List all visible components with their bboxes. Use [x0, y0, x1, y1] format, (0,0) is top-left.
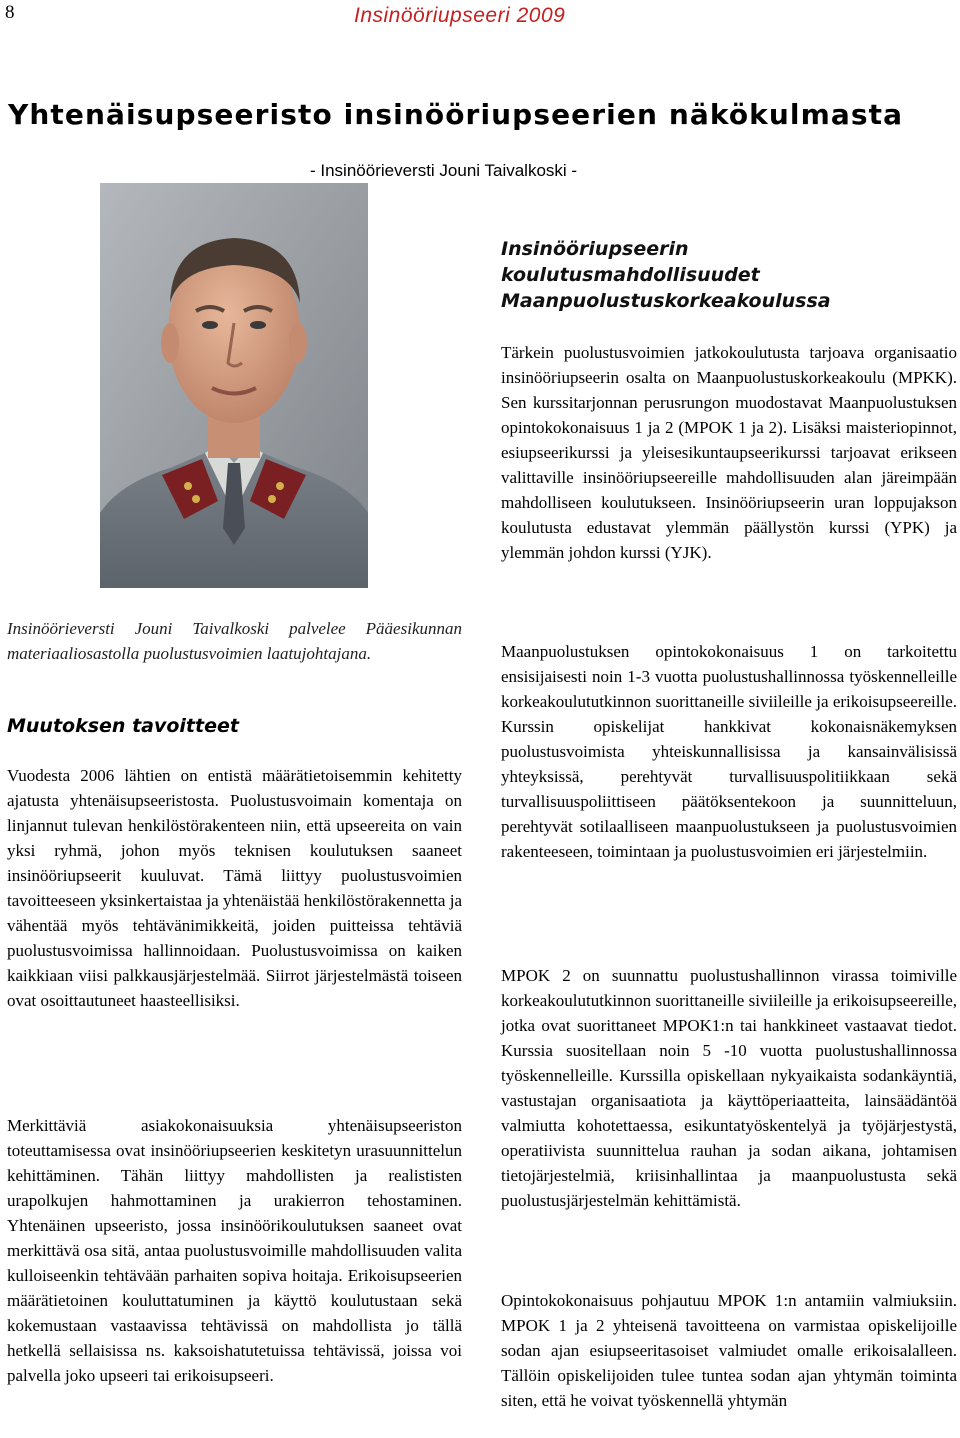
portrait-illustration [100, 183, 368, 588]
right-paragraph-4: Opintokokonaisuus pohjautuu MPOK 1:n antamiin valmiuksiin. MPOK 1 ja 2 yhteisenä tavoitteena on varmistaa opiskelijoille sodan ajan esiupseeritasoiset valmiudet omalle erikoisalalleen. Tällöin opiskelijoiden tulee tuntea sodan ajan yhtymän toiminta siten, että he voivat työskennellä yhtymän [501, 1291, 957, 1410]
left-paragraph-1: Vuodesta 2006 lähtien on entistä määrätietoisemmin kehitetty ajatusta yhtenäisupseeristosta. Puolustusvoimain komentaja on linjannut tulevan henkilöstörakenteen niin, että upseereita on vain yksi ryhmä, johon myös teknisen koulutuksen saaneet insinööriupseerit kuuluvat. Tämä liittyy puolustusvoimien tavoitteeseen yksinkertaistaa ja yhtenäistää henkilöstörakennetta ja vähentää myös tehtävänimikkeitä, joiden puitteissa tehtäviä puolustusvoimissa hallinnoidaan. Puolustusvoimissa on kaiken kaikkiaan viisi palkkausjärjestelmää. Siirrot järjestelmästä toiseen ovat osoittautuneet haasteellisiksi. [7, 766, 462, 1010]
left-paragraph-2: Merkittäviä asiakokonaisuuksia yhtenäisupseeriston toteuttamisessa ovat insinööriupseerien keskitetyn urasuunnittelun kehittäminen. Tähän liittyy mahdollisten ja realististen urapolkujen hahmottaminen ja urakierron tehostaminen. Yhtenäinen upseeristo, jossa insinöörikoulutuksen saaneet ovat merkittävä osa sitä, antaa puolustusvoimille mahdollisuuden valita kulloiseenkin tehtävään parhaiten sopiva hoitaja. Erikoisupseerien määrätietoinen kouluttatuminen ja käyttö koulutustaan sekä kokemustaan vastaavissa tehtävissä on mahdollista jo tällä hetkellä sellaisissa ns. kaksoishatutetuissa tehtävissä, joissa voi palvella joko upseeri tai erikoisupseeri. [7, 1116, 462, 1385]
page-number: 8 [5, 2, 15, 23]
running-head: Insinööriupseeri 2009 [354, 4, 566, 27]
right-paragraph-2: Maanpuolustuksen opintokokonaisuus 1 on tarkoitettu ensisijaisesti noin 1-3 vuotta puolustushallinnossa työskennelleille korkeakoulututkinnon suorittaneille siviileille ja erikoisupseereille. Kurssin opiskelijat hankkivat kokonaisnäkemyksen puolustusvoimista yhteiskunnallisissa ja kansainvälisissä yhteyksissä, perehtyvät turvallisuuspolitiikkaan sekä turvallisuuspoliittiseen päätöksentekoon ja suunnitteluun, perehtyvät sotilaalliseen maanpuolustukseen ja puolustusvoimien rakenteeseen, toimintaan ja puolustusvoimien eri järjestelmiin. [501, 642, 957, 861]
byline: - Insinöörieversti Jouni Taivalkoski - [310, 161, 578, 180]
photo-caption: Insinöörieversti Jouni Taivalkoski palvelee Pääesikunnan materiaaliosastolla puolustusvoimien laatujohtajana. [7, 619, 462, 663]
portrait-photo [100, 183, 368, 588]
section-heading-muutoksen-tavoitteet: Muutoksen tavoitteet [7, 715, 239, 737]
section-heading-koulutusmahdollisuudet: Insinööriupseerin koulutusmahdollisuudet Maanpuolustuskorkeakoulussa [501, 238, 831, 312]
right-paragraph-3: MPOK 2 on suunnattu puolustushallinnon virassa toimiville korkeakoulututkinnon suorittaneille siviileille ja erikoisupseereille, jotka ovat suorittaneet MPOK1:n tai hankkineet vastaavat tiedot. Kurssia suositellaan noin 5 -10 vuotta puolustushallinnossa työskennelleille. Kurssilla opiskellaan nykyaikaista sodankäyntiä, vastustajan organisaatiota ja käyttöperiaatteita, lainsäädäntöä valmiutta kohotettaessa, esikuntatyöskentelyä ja työjärjestystä, operatiivista suunnittelua rauhan ja sodan aikana, johtamisen tietojärjestelmiä, kriisinhallintaa ja maanpuolustusta sekä puolustusjärjestelmän kehittämistä. [501, 966, 957, 1210]
article-title: Yhtenäisupseeristo insinööriupseerien näkökulmasta [8, 98, 904, 131]
right-paragraph-1: Tärkein puolustusvoimien jatkokoulutusta tarjoava organisaatio insinööriupseerin osalta on Maanpuolustuskorkeakoulu (MPKK). Sen kurssitarjonnan perusrungon muodostavat Maanpuolustuksen opintokokonaisuus 1 ja 2 (MPOK 1 ja 2). Lisäksi maisteriopinnot, esiupseerikurssi ja yleisesikuntaupseerikurssi tarjoavat erikseen valittaville insinööriupseereille mahdollisuuden alan järeimpään mahdolliseen koulutukseen. Insinööriupseerin uran loppujakson koulutusta edustavat ylemmän päällystön kurssi (YPK) ja ylemmän johdon kurssi (YJK). [501, 343, 957, 562]
